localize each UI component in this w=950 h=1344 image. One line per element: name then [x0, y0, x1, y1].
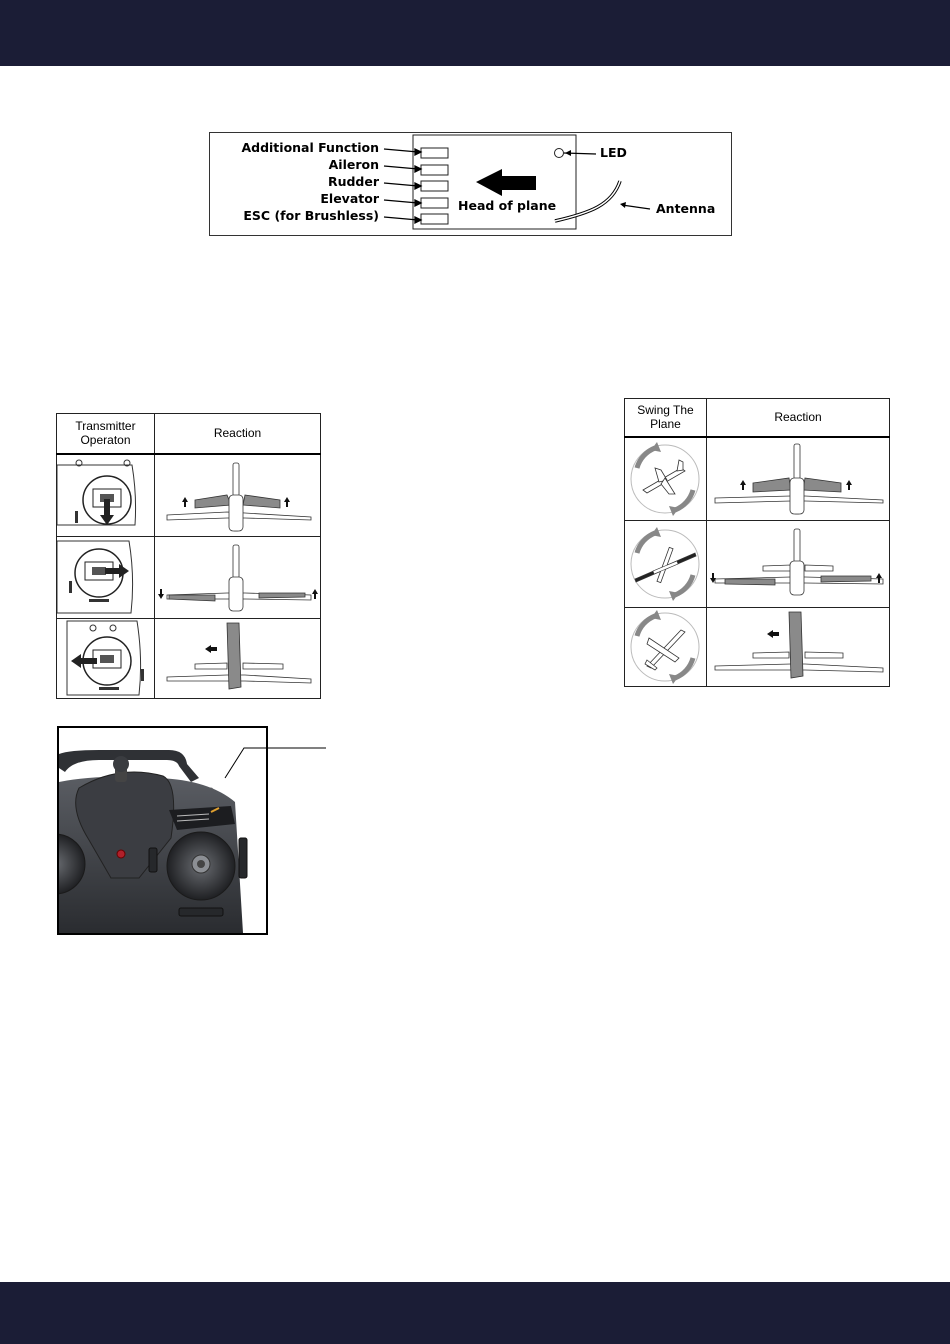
aileron-icon	[707, 521, 889, 607]
rudder-left-icon	[707, 608, 889, 686]
transmitter-image	[59, 728, 266, 933]
swing-roll-icon	[625, 521, 706, 607]
reaction-cell	[707, 607, 890, 686]
channel-label: Elevator	[320, 191, 379, 206]
col-header-swing: Swing The Plane	[625, 399, 707, 437]
swing-plane-table	[624, 398, 890, 687]
channel-label: Additional Function	[241, 140, 379, 155]
channel-label: Rudder	[327, 174, 379, 189]
transmitter-photo	[57, 726, 268, 935]
led-label: LED	[600, 145, 627, 160]
bottom-footer-bar	[0, 1282, 950, 1344]
swing-pitch-icon	[625, 438, 706, 520]
channel-slot	[421, 198, 448, 208]
stick-down-icon	[57, 455, 154, 536]
reaction-cell	[155, 618, 321, 698]
rudder-left-icon	[155, 619, 320, 698]
led-icon	[555, 149, 564, 158]
reaction-cell	[707, 437, 890, 521]
stick-right-icon	[57, 537, 154, 618]
aileron-icon	[155, 537, 320, 618]
channel-slot	[421, 181, 448, 191]
channel-slot	[421, 214, 448, 224]
operation-cell	[57, 618, 155, 698]
channel-slot	[421, 148, 448, 158]
antenna-label: Antenna	[656, 201, 716, 216]
operation-cell	[57, 536, 155, 618]
swing-yaw-icon	[625, 608, 706, 686]
channel-label: Aileron	[328, 157, 379, 172]
reaction-cell	[707, 520, 890, 607]
elevator-up-icon	[707, 438, 889, 520]
channel-label: ESC (for Brushless)	[243, 208, 379, 223]
col-header-reaction: Reaction	[707, 399, 890, 437]
head-of-plane-label: Head of plane	[458, 198, 557, 213]
reaction-cell	[155, 536, 321, 618]
reaction-cell	[155, 454, 321, 537]
elevator-up-icon	[155, 455, 320, 536]
led-icon	[117, 850, 125, 858]
swing-cell	[625, 437, 707, 521]
operation-cell	[57, 454, 155, 537]
channel-slot	[421, 165, 448, 175]
top-header-bar	[0, 0, 950, 66]
transmitter-operation-table	[56, 413, 321, 699]
receiver-diagram	[209, 132, 732, 236]
col-header-operation: Transmitter Operaton	[57, 414, 155, 454]
swing-cell	[625, 520, 707, 607]
col-header-reaction: Reaction	[155, 414, 321, 454]
swing-cell	[625, 607, 707, 686]
stick-left-icon	[57, 619, 154, 698]
